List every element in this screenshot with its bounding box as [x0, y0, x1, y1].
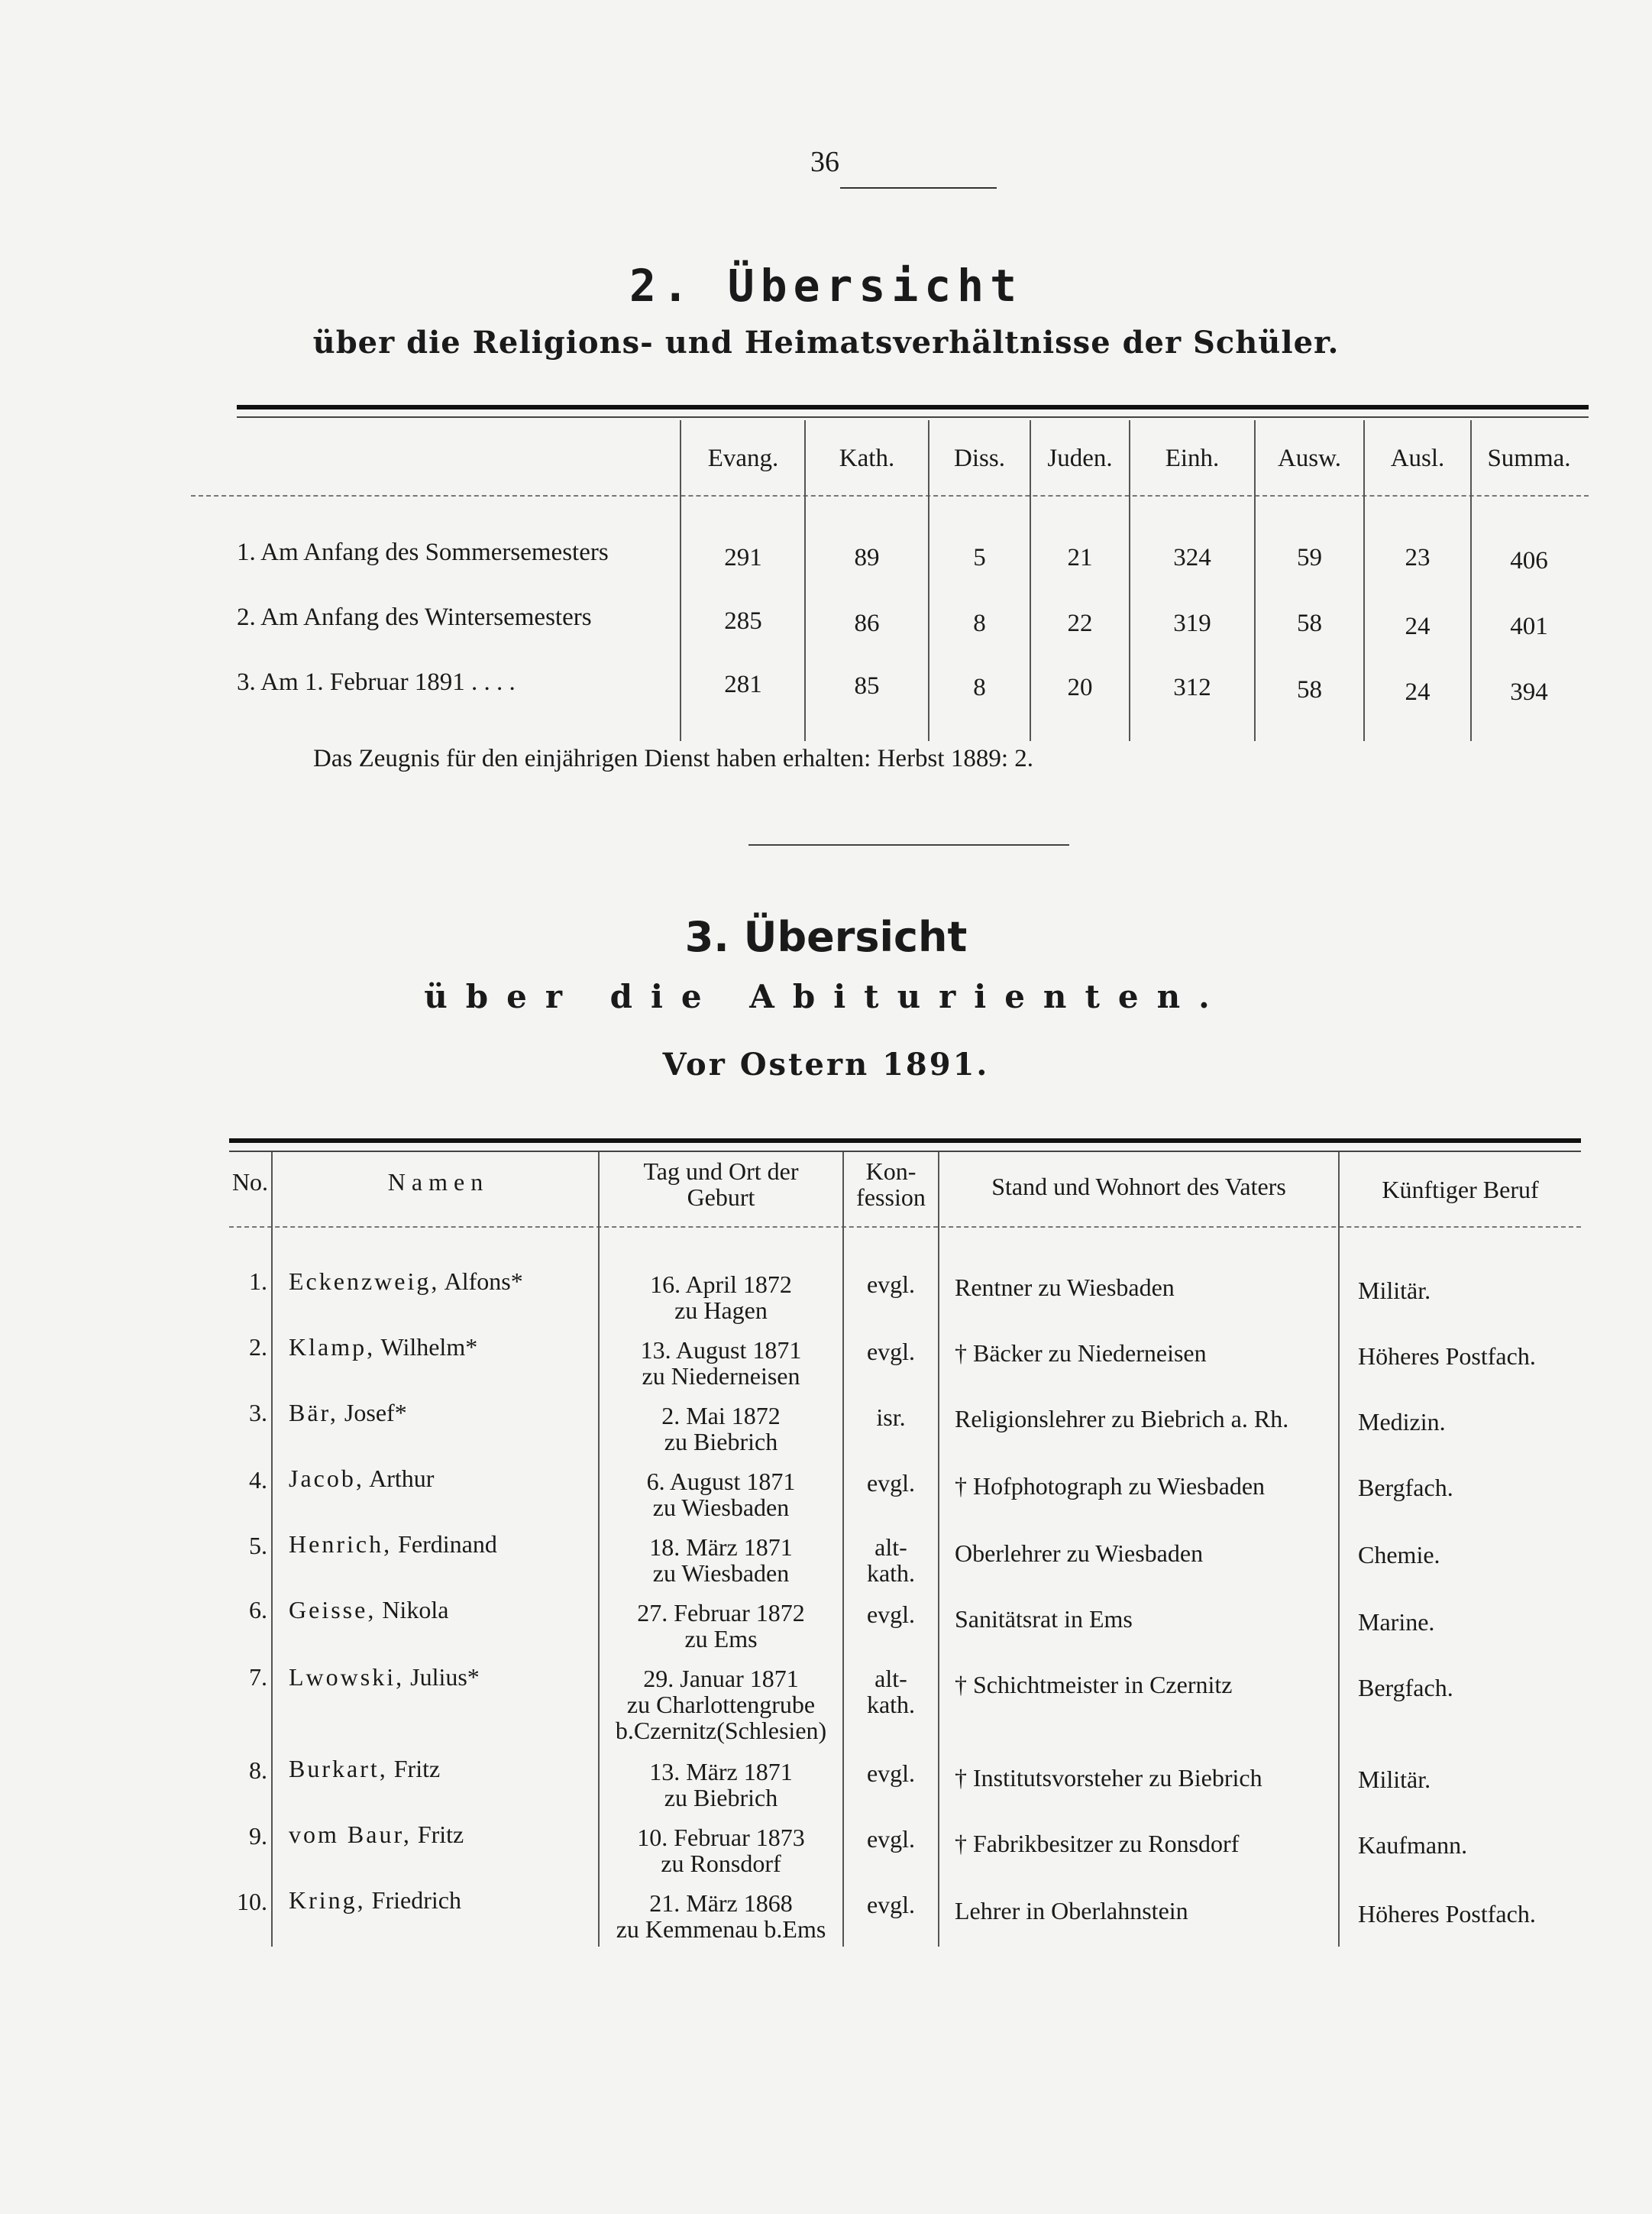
row-career: Marine.	[1358, 1608, 1435, 1636]
col-header: Evang.	[707, 445, 779, 472]
row-father: Religionslehrer zu Biebrich a. Rh.	[955, 1405, 1289, 1432]
given-name: Nikola	[382, 1596, 449, 1623]
birth-date: 13. März 1871	[649, 1758, 793, 1785]
birth-place: zu Charlottengrube	[626, 1691, 816, 1718]
row-career: Kaufmann.	[1358, 1831, 1468, 1859]
row-birth	[600, 1759, 842, 1811]
table-cell: 58	[1297, 676, 1322, 704]
col-header: Juden.	[1047, 445, 1113, 472]
col-header-confession	[844, 1158, 938, 1210]
table2-vline	[271, 1152, 273, 1947]
table1-header-rule	[191, 495, 1589, 497]
row-name	[289, 1821, 464, 1847]
certificate-note: Das Zeugnis für den einjährigen Dienst haben erhalten: Herbst 1889: 2.	[313, 745, 1033, 772]
col-header-birth-line1: Tag und Ort der	[643, 1157, 799, 1185]
given-name: Fritz	[393, 1755, 441, 1782]
row-label: 3. Am 1. Februar 1891 . . . .	[237, 668, 516, 696]
surname: Lwowski,	[289, 1663, 405, 1691]
birth-date: 29. Januar 1871	[643, 1665, 799, 1692]
given-name: Wilhelm*	[380, 1333, 478, 1361]
row-career: Höheres Postfach.	[1358, 1342, 1536, 1370]
table-cell: 23	[1405, 544, 1431, 571]
row-no: 7.	[249, 1663, 267, 1691]
birth-place: zu Kemmenau b.Ems	[616, 1915, 826, 1943]
table-cell: 5	[973, 544, 986, 571]
row-career: Medizin.	[1358, 1408, 1446, 1436]
confession-line1: evgl.	[866, 1469, 916, 1497]
birth-place: zu Biebrich	[664, 1784, 778, 1811]
surname: Bär,	[289, 1399, 338, 1426]
birth-date: 18. März 1871	[649, 1533, 793, 1561]
col-header-name: N a m e n	[387, 1168, 483, 1196]
row-confession	[844, 1404, 938, 1430]
row-no: 8.	[249, 1756, 267, 1784]
row-confession	[844, 1760, 938, 1786]
row-name	[289, 1664, 480, 1690]
birth-place: zu Ronsdorf	[661, 1850, 781, 1877]
row-birth	[600, 1665, 842, 1743]
row-career: Bergfach.	[1358, 1474, 1453, 1501]
section2-title: 2. Übersicht	[629, 260, 1023, 312]
row-name	[289, 1597, 448, 1623]
confession-line1: alt-	[874, 1665, 907, 1692]
table-cell: 59	[1297, 544, 1322, 571]
page-number: 36	[810, 146, 839, 178]
row-name	[289, 1887, 461, 1913]
col-header-career: Künftiger Beruf	[1382, 1176, 1539, 1203]
surname: vom Baur,	[289, 1821, 412, 1848]
row-confession	[844, 1534, 938, 1586]
given-name: Arthur	[369, 1465, 435, 1492]
table-cell: 319	[1173, 610, 1211, 637]
surname: Jacob,	[289, 1465, 364, 1492]
confession-line2: kath.	[866, 1559, 916, 1587]
confession-line1: evgl.	[866, 1759, 916, 1787]
row-career: Militär.	[1358, 1766, 1431, 1793]
confession-line2: kath.	[866, 1691, 916, 1718]
table-cell: 20	[1067, 674, 1093, 701]
col-header-birth-line2: Geburt	[687, 1183, 755, 1211]
table2-header-rule	[229, 1226, 1581, 1228]
row-no: 1.	[249, 1267, 267, 1295]
table-cell: 312	[1173, 674, 1211, 701]
table-cell: 324	[1173, 544, 1211, 571]
row-father: † Bäcker zu Niederneisen	[955, 1339, 1207, 1367]
row-label: 1. Am Anfang des Sommersemesters	[237, 539, 609, 566]
row-confession	[844, 1271, 938, 1297]
confession-line1: evgl.	[866, 1270, 916, 1298]
surname: Burkart,	[289, 1755, 388, 1782]
row-confession	[844, 1665, 938, 1717]
row-birth	[600, 1271, 842, 1323]
birth-place: zu Niederneisen	[642, 1362, 800, 1390]
table-cell: 291	[724, 544, 762, 571]
row-birth	[600, 1890, 842, 1942]
birth-place: zu Ems	[684, 1625, 758, 1652]
birth-date: 6. August 1871	[646, 1468, 796, 1495]
row-birth	[600, 1600, 842, 1652]
row-birth	[600, 1403, 842, 1455]
col-header-father: Stand und Wohnort des Vaters	[991, 1173, 1286, 1200]
row-no: 3.	[249, 1399, 267, 1426]
row-no: 10.	[237, 1888, 267, 1915]
row-no: 2.	[249, 1333, 267, 1361]
birth-date: 16. April 1872	[650, 1270, 792, 1298]
given-name: Ferdinand	[398, 1530, 497, 1558]
row-confession	[844, 1470, 938, 1496]
row-father: Lehrer in Oberlahnstein	[955, 1897, 1188, 1924]
given-name: Fritz	[417, 1821, 464, 1848]
surname: Henrich,	[289, 1530, 393, 1558]
given-name: Josef*	[344, 1399, 407, 1426]
table2-vline	[938, 1152, 939, 1947]
row-name	[289, 1531, 497, 1557]
section-divider	[748, 844, 1069, 846]
table-cell: 21	[1067, 544, 1093, 571]
table-cell: 24	[1405, 613, 1431, 640]
table1-top-rule-2	[237, 416, 1589, 418]
confession-line1: evgl.	[866, 1825, 916, 1853]
row-career: Chemie.	[1358, 1541, 1440, 1568]
col-header: Summa.	[1487, 445, 1571, 472]
surname: Kring,	[289, 1886, 366, 1914]
table2-top-rule	[229, 1138, 1581, 1143]
confession-line1: evgl.	[866, 1601, 916, 1628]
row-confession	[844, 1601, 938, 1627]
page-number-rule	[840, 187, 997, 189]
birth-place-2: b.Czernitz(Schlesien)	[615, 1717, 827, 1744]
confession-line1: evgl.	[866, 1338, 916, 1365]
col-header-conf-line2: fession	[856, 1183, 926, 1211]
row-birth	[600, 1337, 842, 1389]
row-confession	[844, 1826, 938, 1852]
row-no: 5.	[249, 1532, 267, 1559]
birth-place: zu Wiesbaden	[652, 1559, 790, 1587]
table-cell: 89	[854, 544, 880, 571]
birth-date: 2. Mai 1872	[661, 1402, 781, 1429]
confession-line1: evgl.	[866, 1891, 916, 1918]
table-cell: 8	[973, 674, 986, 701]
birth-date: 21. März 1868	[649, 1889, 793, 1917]
table-cell: 24	[1405, 678, 1431, 706]
given-name: Alfons*	[444, 1267, 523, 1295]
col-header: Diss.	[954, 445, 1005, 472]
row-label: 2. Am Anfang des Wintersemesters	[237, 604, 592, 631]
table1-top-rule	[237, 405, 1589, 409]
table-cell: 401	[1510, 613, 1548, 640]
row-father: † Schichtmeister in Czernitz	[955, 1671, 1233, 1698]
table-cell: 58	[1297, 610, 1322, 637]
given-name: Friedrich	[371, 1886, 461, 1914]
section3-subtitle: über die Abiturienten.	[424, 978, 1228, 1015]
row-birth	[600, 1824, 842, 1876]
col-header-birth	[600, 1158, 842, 1210]
table-cell: 281	[724, 671, 762, 698]
row-name	[289, 1334, 477, 1360]
row-father: Rentner zu Wiesbaden	[955, 1274, 1175, 1301]
col-header: Ausw.	[1277, 445, 1342, 472]
birth-date: 13. August 1871	[640, 1336, 802, 1364]
birth-place: zu Biebrich	[664, 1428, 778, 1455]
section3-title: 3. Übersicht	[684, 913, 968, 961]
row-no: 4.	[249, 1466, 267, 1494]
section2-subtitle: über die Religions- und Heimatsverhältnisse der Schüler.	[312, 325, 1340, 361]
row-name	[289, 1400, 407, 1426]
row-father: † Fabrikbesitzer zu Ronsdorf	[955, 1830, 1240, 1857]
given-name: Julius*	[410, 1663, 480, 1691]
row-name	[289, 1465, 434, 1491]
birth-place: zu Hagen	[674, 1296, 768, 1324]
section3-date-heading: Vor Ostern 1891.	[662, 1047, 990, 1083]
row-father: Oberlehrer zu Wiesbaden	[955, 1539, 1204, 1567]
table1-vline	[680, 420, 681, 741]
row-career: Militär.	[1358, 1277, 1431, 1304]
col-header: Kath.	[839, 445, 895, 472]
confession-line1: isr.	[876, 1403, 906, 1431]
table2-top-rule-2	[229, 1151, 1581, 1152]
col-header-no: No.	[231, 1168, 269, 1196]
col-header: Ausl.	[1390, 445, 1445, 472]
row-confession	[844, 1338, 938, 1364]
row-name	[289, 1268, 523, 1294]
row-father: Sanitätsrat in Ems	[955, 1605, 1133, 1633]
birth-place: zu Wiesbaden	[652, 1494, 790, 1521]
birth-date: 27. Februar 1872	[637, 1599, 805, 1627]
confession-line1: alt-	[874, 1533, 907, 1561]
birth-date: 10. Februar 1873	[637, 1824, 805, 1851]
row-father: † Institutsvorsteher zu Biebrich	[955, 1764, 1262, 1792]
row-father: † Hofphotograph zu Wiesbaden	[955, 1472, 1266, 1500]
row-birth	[600, 1468, 842, 1520]
table2-vline	[1338, 1152, 1340, 1947]
row-name	[289, 1756, 440, 1782]
col-header: Einh.	[1165, 445, 1220, 472]
table-cell: 86	[854, 610, 880, 637]
row-confession	[844, 1892, 938, 1918]
table-cell: 22	[1067, 610, 1093, 637]
surname: Eckenzweig,	[289, 1267, 440, 1295]
surname: Klamp,	[289, 1333, 376, 1361]
row-no: 6.	[249, 1596, 267, 1623]
table-cell: 285	[724, 607, 762, 635]
table-cell: 8	[973, 610, 986, 637]
table-cell: 394	[1510, 678, 1548, 706]
table-cell: 406	[1510, 547, 1548, 575]
row-birth	[600, 1534, 842, 1586]
table-cell: 85	[854, 672, 880, 700]
row-no: 9.	[249, 1822, 267, 1850]
col-header-conf-line1: Kon-	[865, 1157, 917, 1185]
surname: Geisse,	[289, 1596, 377, 1623]
row-career: Bergfach.	[1358, 1674, 1453, 1701]
row-career: Höheres Postfach.	[1358, 1900, 1536, 1928]
